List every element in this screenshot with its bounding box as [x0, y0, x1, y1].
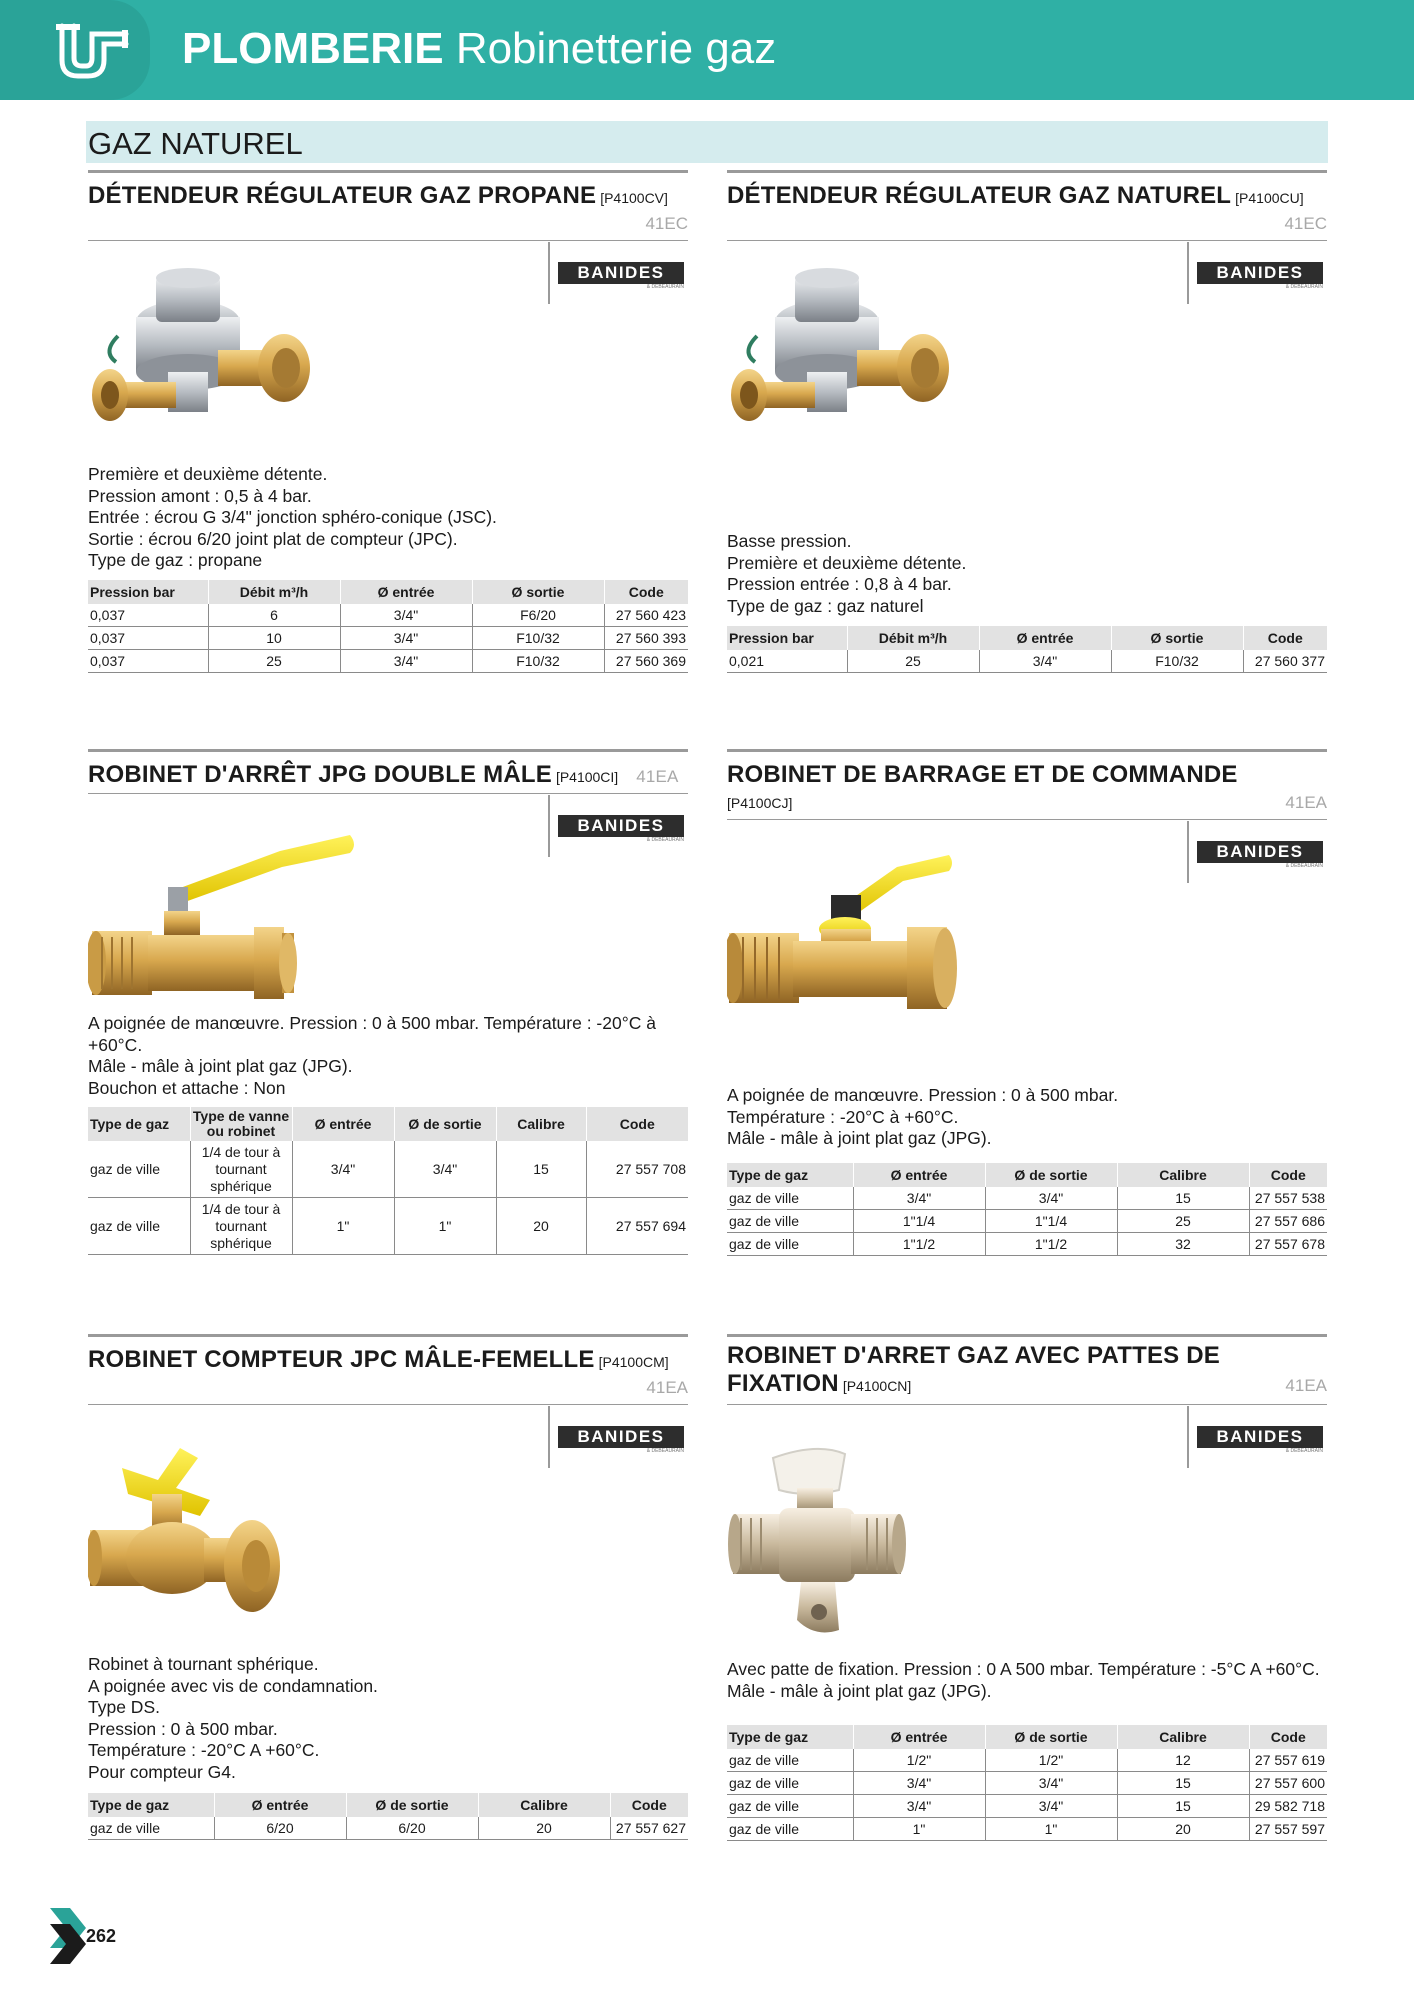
table-row: gaz de ville 1" 1" 20 27 557 597	[727, 1818, 1327, 1841]
product-title: ROBINET DE BARRAGE ET DE COMMANDE	[727, 761, 1238, 788]
product-description: Basse pression. Première et deuxième détente. Pression entrée : 0,8 à 4 bar. Type de gaz : gaz naturel	[727, 531, 967, 616]
product-card	[88, 170, 688, 690]
product-card	[727, 1334, 1327, 1854]
section-bar	[86, 121, 1328, 163]
gas-regulator-image	[88, 262, 328, 452]
product-title: DÉTENDEUR RÉGULATEUR GAZ NATUREL [P4100CU]	[727, 182, 1304, 209]
table-row: gaz de ville 1/4 de tour à tournant sphérique 1" 1" 20 27 557 694	[88, 1198, 688, 1255]
product-code: 41EA	[636, 767, 679, 786]
page-header	[0, 0, 1414, 100]
product-title: DÉTENDEUR RÉGULATEUR GAZ PROPANE [P4100CV]	[88, 182, 668, 209]
brand-logo: BANIDES & DEBEAURAIN	[1187, 242, 1327, 304]
barrier-valve-image	[727, 845, 967, 1045]
divider	[88, 170, 688, 173]
product-title: ROBINET COMPTEUR JPC MÂLE-FEMELLE [P4100CM]	[88, 1346, 669, 1373]
divider	[727, 749, 1327, 752]
section-title: GAZ NATUREL	[88, 126, 303, 161]
table-header-row: Pression bar Débit m³/h Ø entrée Ø sortie Code	[88, 580, 688, 604]
product-card	[88, 1334, 688, 1854]
product-code: 41EA	[1285, 793, 1327, 812]
table-row: gaz de ville 3/4" 3/4" 15 29 582 718	[727, 1795, 1327, 1818]
spec-table	[88, 1107, 688, 1255]
table-header-row: Type de gaz Type de vanne ou robinet Ø entrée Ø de sortie Calibre Code	[88, 1107, 688, 1141]
product-code: 41EA	[646, 1378, 688, 1397]
spec-table	[88, 1793, 688, 1840]
gas-regulator-image	[727, 262, 967, 452]
brand-logo: BANIDES & DEBEAURAIN	[1187, 821, 1327, 883]
table-header-row: Pression bar Débit m³/h Ø entrée Ø sortie Code	[727, 626, 1327, 650]
divider	[727, 819, 1327, 820]
header-icon-box	[0, 0, 150, 100]
product-card	[88, 749, 688, 1269]
product-code: 41EA	[1285, 1376, 1327, 1395]
table-header-row: Type de gaz Ø entrée Ø de sortie Calibre Code	[727, 1163, 1327, 1187]
brand-logo: BANIDES & DEBEAURAIN	[548, 1406, 688, 1468]
table-row: gaz de ville 1/2" 1/2" 12 27 557 619	[727, 1749, 1327, 1772]
product-description: Avec patte de fixation. Pression : 0 A 500 mbar. Température : -5°C A +60°C. Mâle - mâle à joint plat gaz (JPG).	[727, 1659, 1320, 1701]
table-row: gaz de ville 3/4" 3/4" 15 27 557 600	[727, 1772, 1327, 1795]
table-row: gaz de ville 1"1/4 1"1/4 25 27 557 686	[727, 1210, 1327, 1233]
divider	[727, 170, 1327, 173]
product-card	[727, 749, 1327, 1269]
product-description: A poignée de manœuvre. Pression : 0 à 500 mbar. Température : -20°C à +60°C. Mâle - mâle à joint plat gaz (JPG). Bouchon et attache : Non	[88, 1013, 656, 1098]
divider	[88, 1334, 688, 1337]
divider	[727, 240, 1327, 241]
product-card	[727, 170, 1327, 690]
divider	[727, 1404, 1327, 1405]
divider	[88, 749, 688, 752]
page-title	[182, 24, 776, 74]
product-ref: [P4100CN]	[842, 1378, 912, 1394]
brand-logo: BANIDES & DEBEAURAIN	[548, 242, 688, 304]
table-row: 0,037 6 3/4" F6/20 27 560 423	[88, 604, 688, 627]
brand-logo: BANIDES & DEBEAURAIN	[1187, 1406, 1327, 1468]
table-row: gaz de ville 3/4" 3/4" 15 27 557 538	[727, 1187, 1327, 1210]
table-row: 0,037 10 3/4" F10/32 27 560 393	[88, 627, 688, 650]
category-label: PLOMBERIE	[182, 24, 444, 73]
product-description: Première et deuxième détente. Pression amont : 0,5 à 4 bar. Entrée : écrou G 3/4" jonction sphéro-conique (JSC). Sortie : écrou 6/20 joint plat de compteur (JPC). Type de gaz : propane	[88, 464, 497, 570]
product-title: ROBINET D'ARRÊT JPG DOUBLE MÂLE [P4100CI] 41EA	[88, 761, 679, 788]
valve-with-bracket-image	[727, 1434, 927, 1644]
product-code: 41EC	[1284, 214, 1327, 233]
table-row: gaz de ville 1"1/2 1"1/2 32 27 557 678	[727, 1233, 1327, 1256]
divider	[88, 1404, 688, 1405]
spec-table	[88, 580, 688, 673]
table-row: 0,037 25 3/4" F10/32 27 560 369	[88, 650, 688, 673]
table-row: gaz de ville 1/4 de tour à tournant sphérique 3/4" 3/4" 15 27 557 708	[88, 1141, 688, 1198]
product-description: A poignée de manœuvre. Pression : 0 à 500 mbar. Température : -20°C à +60°C. Mâle - mâle à joint plat gaz (JPG).	[727, 1085, 1119, 1148]
table-header-row: Type de gaz Ø entrée Ø de sortie Calibre Code	[727, 1725, 1327, 1749]
product-title-line-2: FIXATION [P4100CN]	[727, 1370, 912, 1397]
product-ref: [P4100CV]	[600, 190, 668, 206]
subcategory-label: Robinetterie gaz	[455, 24, 777, 73]
spec-table	[727, 626, 1327, 673]
product-title: ROBINET D'ARRET GAZ AVEC PATTES DE	[727, 1342, 1220, 1369]
table-row: gaz de ville 6/20 6/20 20 27 557 627	[88, 1817, 688, 1840]
page-number: 262	[86, 1926, 117, 1946]
product-ref: [P4100CI]	[555, 769, 619, 785]
product-ref: [P4100CJ]	[727, 795, 793, 811]
divider	[88, 793, 688, 794]
product-ref: [P4100CM]	[598, 1354, 669, 1370]
spec-table	[727, 1163, 1327, 1256]
divider	[727, 1334, 1327, 1337]
product-ref: [P4100CU]	[1235, 190, 1304, 206]
table-row: 0,021 25 3/4" F10/32 27 560 377	[727, 650, 1327, 673]
meter-valve-image	[88, 1434, 288, 1634]
table-header-row: Type de gaz Ø entrée Ø de sortie Calibre Code	[88, 1793, 688, 1817]
plumbing-pipe-icon	[54, 22, 134, 86]
page-arrow-icon	[48, 1906, 88, 1966]
product-code: 41EC	[645, 214, 688, 233]
product-description: Robinet à tournant sphérique. A poignée avec vis de condamnation. Type DS. Pression : 0 à 500 mbar. Température : -20°C A +60°C. Pour compteur G4.	[88, 1654, 378, 1782]
divider	[88, 240, 688, 241]
brand-logo: BANIDES & DEBEAURAIN	[548, 795, 688, 857]
ball-valve-image	[88, 821, 368, 1021]
spec-table	[727, 1725, 1327, 1841]
